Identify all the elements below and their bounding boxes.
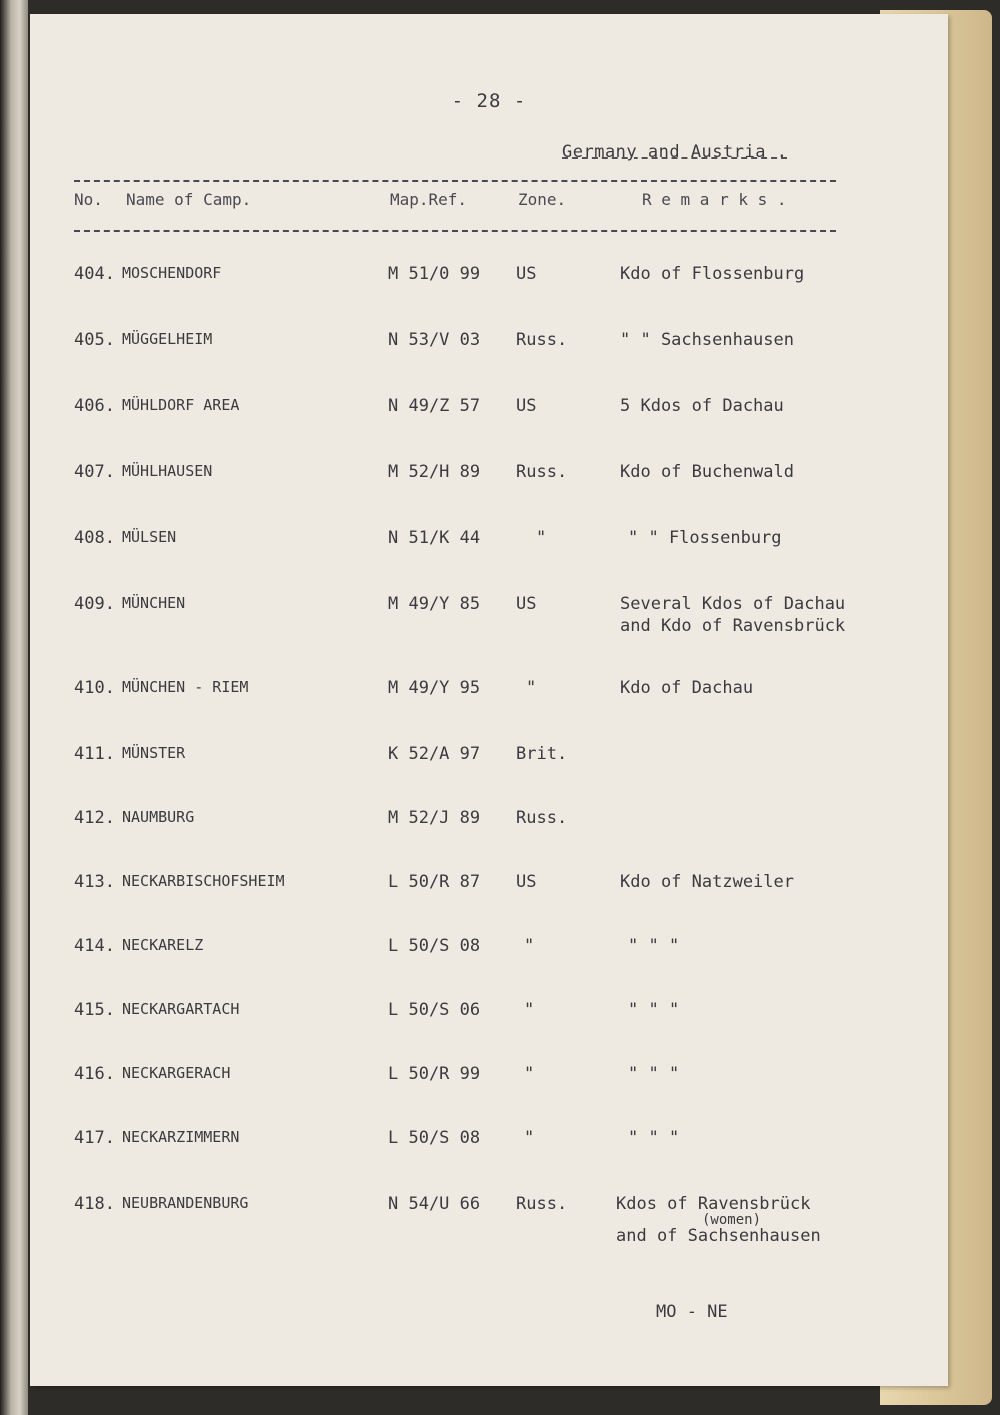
map-ref: M 51/0 99 <box>388 264 481 284</box>
zone: US <box>516 872 537 892</box>
remarks: " " Flossenburg <box>628 528 782 548</box>
map-ref: N 49/Z 57 <box>388 396 481 416</box>
camp-name: MÜNCHEN - RIEM <box>122 678 249 696</box>
zone: " <box>524 1064 535 1084</box>
remarks: Kdo of Dachau <box>620 678 754 698</box>
map-ref: K 52/A 97 <box>388 744 481 764</box>
row-number: 406. <box>74 396 115 416</box>
row-number: 412. <box>74 808 115 828</box>
camp-name: NECKARELZ <box>122 936 204 954</box>
zone: Russ. <box>516 462 568 482</box>
camp-name: MOSCHENDORF <box>122 264 222 282</box>
header-zone: Zone. <box>518 190 567 209</box>
row-number: 415. <box>74 1000 115 1020</box>
zone: US <box>516 594 537 614</box>
zone: Russ. <box>516 808 568 828</box>
header-remarks: R e m a r k s . <box>642 190 787 209</box>
map-ref: N 51/K 44 <box>388 528 481 548</box>
row-number: 404. <box>74 264 115 284</box>
map-ref: M 52/J 89 <box>388 808 481 828</box>
row-number: 414. <box>74 936 115 956</box>
camp-name: NECKARGARTACH <box>122 1000 240 1018</box>
camp-name: MÜNCHEN <box>122 594 186 612</box>
row-number: 413. <box>74 872 115 892</box>
row-number: 418. <box>74 1194 115 1214</box>
map-ref: M 49/Y 85 <box>388 594 481 614</box>
map-ref: N 54/U 66 <box>388 1194 481 1214</box>
remarks: " " Sachsenhausen <box>620 330 794 350</box>
camp-name: NECKARBISCHOFSHEIM <box>122 872 285 890</box>
zone: Russ. <box>516 1194 568 1214</box>
page-footer: MO - NE <box>656 1302 728 1322</box>
camp-name: MÜGGELHEIM <box>122 330 213 348</box>
remarks: Kdos of Ravensbrück <box>616 1194 811 1214</box>
camp-name: NECKARZIMMERN <box>122 1128 240 1146</box>
remarks: 5 Kdos of Dachau <box>620 396 784 416</box>
zone: " <box>524 1128 535 1148</box>
remarks: " " " <box>628 936 680 956</box>
remarks: Kdo of Natzweiler <box>620 872 794 892</box>
row-number: 408. <box>74 528 115 548</box>
row-number: 410. <box>74 678 115 698</box>
camp-name: NECKARGERACH <box>122 1064 231 1082</box>
row-number: 405. <box>74 330 115 350</box>
zone: US <box>516 396 537 416</box>
zone: Russ. <box>516 330 568 350</box>
remarks: " " " <box>628 1128 680 1148</box>
zone: " <box>526 678 537 698</box>
map-ref: L 50/R 87 <box>388 872 481 892</box>
map-ref: M 52/H 89 <box>388 462 481 482</box>
remarks: Kdo of Flossenburg <box>620 264 805 284</box>
map-ref: L 50/S 06 <box>388 1000 481 1020</box>
remarks-continued: and Kdo of Ravensbrück <box>620 616 846 636</box>
remarks: " " " <box>628 1064 680 1084</box>
zone: " <box>536 528 547 548</box>
map-ref: L 50/S 08 <box>388 936 481 956</box>
camp-name: MÜLSEN <box>122 528 177 546</box>
document-page <box>30 14 948 1386</box>
remarks-continued: and of Sachsenhausen <box>616 1226 821 1246</box>
map-ref: L 50/S 08 <box>388 1128 481 1148</box>
zone: Brit. <box>516 744 568 764</box>
row-number: 416. <box>74 1064 115 1084</box>
row-number: 411. <box>74 744 115 764</box>
camp-name: NEUBRANDENBURG <box>122 1194 249 1212</box>
zone: US <box>516 264 537 284</box>
map-ref: N 53/V 03 <box>388 330 481 350</box>
camp-name: MÜNSTER <box>122 744 186 762</box>
row-number: 417. <box>74 1128 115 1148</box>
binding-spine <box>0 0 28 1415</box>
header-map-ref: Map.Ref. <box>390 190 468 209</box>
zone: " <box>524 1000 535 1020</box>
map-ref: M 49/Y 95 <box>388 678 481 698</box>
header-rule-bottom <box>74 230 836 232</box>
header-no: No. <box>74 190 103 209</box>
zone: " <box>524 936 535 956</box>
camp-name: MÜHLDORF AREA <box>122 396 240 414</box>
remarks: " " " <box>628 1000 680 1020</box>
header-name: Name of Camp. <box>126 190 252 209</box>
row-number: 407. <box>74 462 115 482</box>
camp-name: NAUMBURG <box>122 808 195 826</box>
remarks: Kdo of Buchenwald <box>620 462 794 482</box>
remarks: Several Kdos of Dachau <box>620 594 846 614</box>
row-number: 409. <box>74 594 115 614</box>
header-rule-top <box>74 180 836 182</box>
region-title: Germany and Austria . <box>562 142 788 162</box>
map-ref: L 50/R 99 <box>388 1064 481 1084</box>
camp-name: MÜHLHAUSEN <box>122 462 213 480</box>
page-number: - 28 - <box>451 90 527 112</box>
remarks-note: (women) <box>702 1212 762 1228</box>
